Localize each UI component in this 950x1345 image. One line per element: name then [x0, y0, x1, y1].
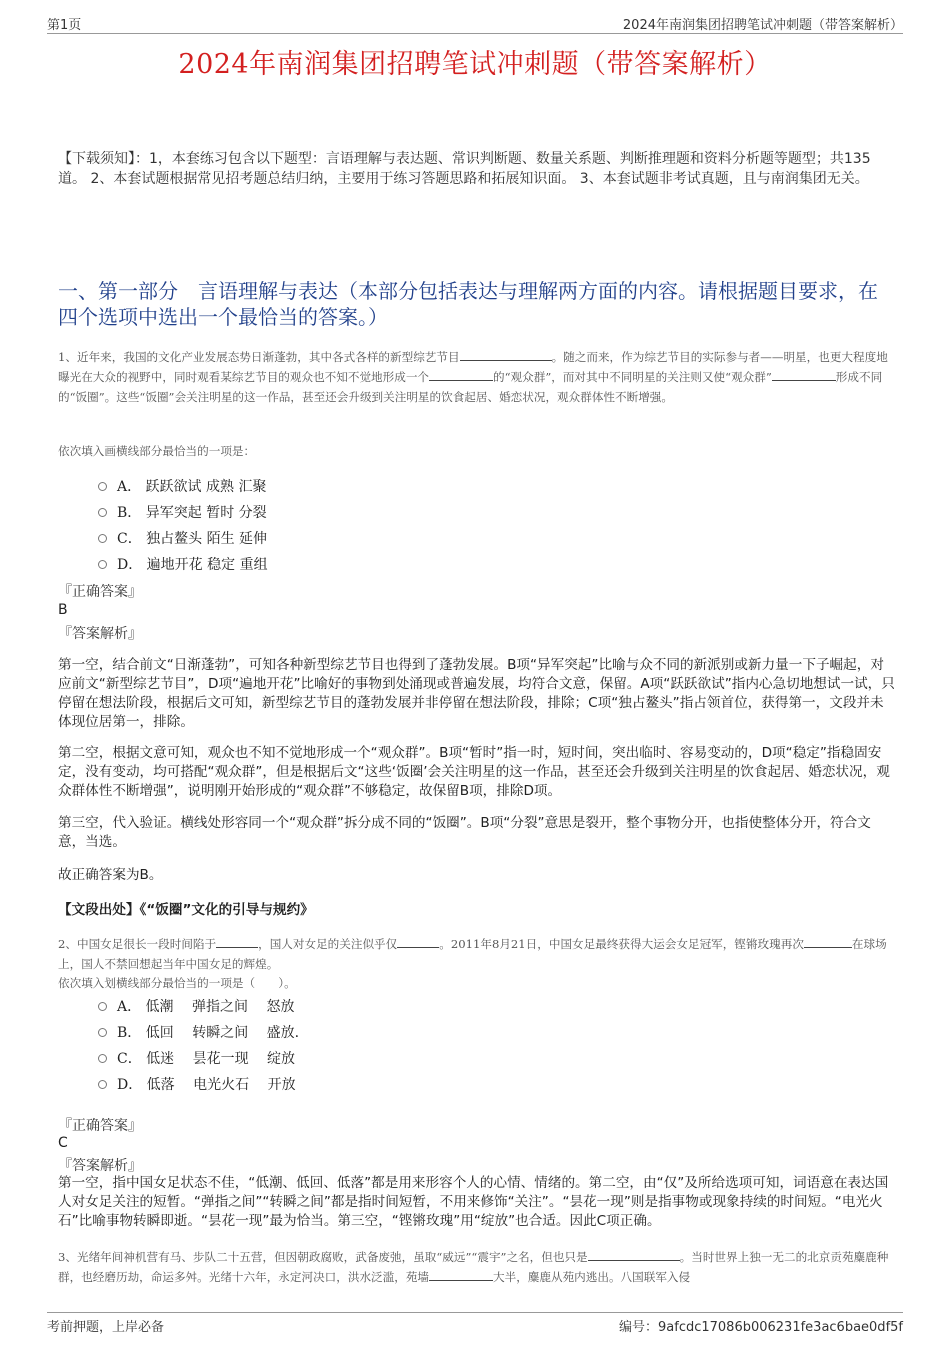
blank-line — [804, 935, 852, 948]
analysis-paragraph: 第三空，代入验证。横线处形容同一个“观众群”拆分成不同的“饭圈”。B项“分裂”意思是裂开，整个事物分开，也指使整体分开，符合文意，当选。 — [58, 815, 871, 850]
radio-icon[interactable] — [98, 1028, 107, 1037]
text-source: 【文段出处】《“饭圈”文化的引导与规约》 — [58, 902, 314, 918]
page-title: 2024年南润集团招聘笔试冲刺题（带答案解析） — [178, 49, 772, 80]
q2-stem-part: 。2011年8月21日，中国女足最终获得大运会女足冠军，铿锵玫瑰再次 — [439, 937, 804, 951]
q1-stem-part: 1、近年来，我国的文化产业发展态势日渐蓬勃，其中各式各样的新型综艺节目 — [58, 350, 460, 364]
radio-icon[interactable] — [98, 560, 107, 569]
option-label: C． 低迷 昙花一现 绽放 — [117, 1051, 296, 1067]
radio-icon[interactable] — [98, 1080, 107, 1089]
blank-line — [429, 368, 493, 381]
radio-icon[interactable] — [98, 534, 107, 543]
q1-stem-part: 的“观众群”，而对其中不同明星的关注则又使“观众群” — [493, 370, 772, 384]
q2-stem-part: 在球场上，国人不禁回想起当年中国女足的辉煌。 — [58, 937, 887, 971]
option-label: B． 低回 转瞬之间 盛放. — [117, 1025, 300, 1041]
footer-divider — [47, 1312, 903, 1313]
option-d[interactable] — [98, 1071, 299, 1097]
q1-stem-part: 形成不同的“饭圈”。这些“饭圈”会关注明星的这一作品，甚至还会升级到关注明星的饮食起居、婚恋状况，观众群体性不断增强。 — [58, 370, 883, 404]
blank-line — [588, 1248, 680, 1261]
page-header — [47, 14, 903, 32]
analysis-paragraph: 第二空，根据文意可知，观众也不知不觉地形成一个“观众群”。B项“暂时”指一时，短时间，突出临时、容易变动的，D项“稳定”指稳固安定，没有变动，均可搭配“观众群”，但是根据后文“这些‘饭圈’会关注明星的这一作品，甚至还会升级到关注明星的饮食起居、婚恋状况，观众群体性不断增强”，说明刚开始形成的“观众群”不够稳定，故保留B项，排除D项。 — [58, 745, 890, 799]
question-1-prompt: 依次填入画横线部分最恰当的一项是： — [58, 444, 256, 458]
option-label: A． 低潮 弹指之间 怒放 — [117, 999, 295, 1015]
question-1-stem — [58, 347, 896, 407]
download-notice: 【下载须知】：1，本套练习包含以下题型：言语理解与表达题、常识判断题、数量关系题、判断推理题和资料分析题等题型；共135道。 2、本套试题根据常见招考题总结归纳，主要用于练习答题思路和拓展知识面。 3、本套试题非考试真题，且与南润集团无关。 — [58, 151, 871, 187]
option-label: D． 低落 电光火石 开放 — [117, 1077, 296, 1093]
analysis-paragraph: 第一空，指中国女足状态不佳，“低潮、低回、低落”都是用来形容个人的心情、情绪的。第二空，由“仅”及所给选项可知，词语意在表达国人对女足关注的短暂。“弹指之间”“转瞬之间”都是指时间短暂，不用来修饰“关注”。“昙花一现”则是指事物或现象持续的时间短。“电光火石”比喻事物转瞬即逝。“昙花一现”最为恰当。第三空，“铿锵玫瑰”用“绽放”也合适。因此C项正确。 — [58, 1175, 889, 1229]
correct-answer-label: 『正确答案』 — [58, 1118, 142, 1134]
option-b[interactable] — [98, 1019, 299, 1045]
question-1-options — [98, 473, 268, 577]
analysis-paragraph: 第一空，结合前文“日渐蓬勃”，可知各种新型综艺节目也得到了蓬勃发展。B项“异军突起”比喻与众不同的新派别或新力量一下子崛起，对应前文“新型综艺节目”，D项“遍地开花”比喻好的事物到处涌现或普遍发展，均符合文意，保留。A项“跃跃欲试”指内心急切地想试一试，只停留在想法阶段，根据后文可知，新型综艺节目的蓬勃发展并非停留在想法阶段，排除；C项“独占鳌头”指占领首位，获得第一，文段并未体现位居第一，排除。 — [58, 657, 895, 730]
option-label: C． 独占鳌头 陌生 延伸 — [117, 531, 268, 547]
option-a[interactable] — [98, 473, 268, 499]
correct-answer-value: B — [58, 602, 68, 618]
header-doc-title: 2024年南润集团招聘笔试冲刺题（带答案解析） — [622, 18, 903, 33]
q3-stem-part: 。当时世界上独一无二的北京贡苑麋鹿种群，也经磨历劫，命运多舛。光绪十六年，永定河决口，洪水泛滥，苑墙 — [58, 1250, 889, 1284]
document-id: 编号：9afcdc17086b006231fe3ac6bae0df5f — [619, 1320, 903, 1335]
option-c[interactable] — [98, 1045, 299, 1071]
analysis-conclusion: 故正确答案为B。 — [58, 867, 163, 883]
footer-slogan: 考前押题，上岸必备 — [47, 1320, 165, 1335]
radio-icon[interactable] — [98, 1002, 107, 1011]
option-label: D． 遍地开花 稳定 重组 — [117, 557, 268, 573]
blank-line — [429, 1268, 493, 1281]
option-a[interactable] — [98, 993, 299, 1019]
q1-stem-part: 。随之而来，作为综艺节目的实际参与者——明星，也更大程度地曝光在大众的视野中，同时观看某综艺节目的观众也不知不觉地形成一个 — [58, 350, 888, 384]
correct-answer-label: 『正确答案』 — [58, 584, 142, 600]
option-label: A． 跃跃欲试 成熟 汇聚 — [117, 479, 267, 495]
analysis-label: 『答案解析』 — [58, 1158, 142, 1174]
page-number: 第1页 — [47, 18, 82, 33]
blank-line — [460, 348, 552, 361]
radio-icon[interactable] — [98, 1054, 107, 1063]
question-2-options — [98, 993, 299, 1097]
blank-line — [397, 935, 439, 948]
section-title: 一、第一部分 言语理解与表达（本部分包括表达与理解两方面的内容。请根据题目要求，在四个选项中选出一个最恰当的答案。） — [58, 279, 878, 329]
q2-stem-part: 2、中国女足很长一段时间陷于 — [58, 937, 217, 951]
q3-stem-part: 3、光绪年间神机营有马、步队二十五营，但因朝政腐败，武备废弛，虽取“威远”“震宇”之名，但也只是 — [58, 1250, 588, 1264]
radio-icon[interactable] — [98, 482, 107, 491]
q3-stem-part: 大半，麋鹿从苑内逃出。八国联军入侵 — [493, 1270, 691, 1284]
blank-line — [772, 368, 836, 381]
option-b[interactable] — [98, 499, 268, 525]
radio-icon[interactable] — [98, 508, 107, 517]
question-3-stem — [58, 1247, 896, 1287]
option-d[interactable] — [98, 551, 268, 577]
question-2-stem — [58, 934, 896, 974]
question-2-prompt: 依次填入划横线部分最恰当的一项是（ ）。 — [58, 976, 296, 990]
option-label: B． 异军突起 暂时 分裂 — [117, 505, 267, 521]
analysis-label: 『答案解析』 — [58, 626, 142, 642]
correct-answer-value: C — [58, 1135, 68, 1151]
header-divider — [47, 33, 903, 34]
option-c[interactable] — [98, 525, 268, 551]
blank-line — [216, 935, 258, 948]
q2-stem-part: ，国人对女足的关注似乎仅 — [258, 937, 398, 951]
